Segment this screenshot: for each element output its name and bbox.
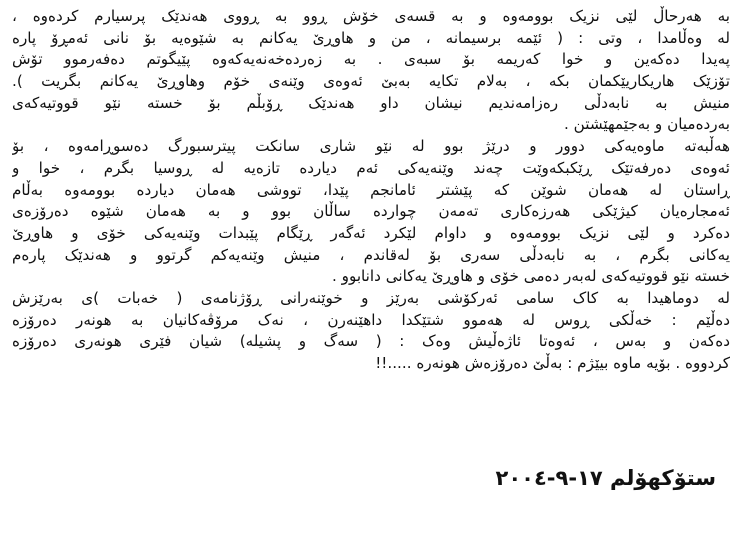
text-line: کردووە . بۆیە ماوە بیێژم : بەڵێ دەرۆزەش هونەرە .....!!	[375, 354, 730, 372]
text-line: بەردەمیان و بەجێمهێشتن .	[564, 115, 730, 134]
text-line: دەکەن و بەس ، ئەوەتا ئاژەڵیش وەک : ( سەگ و پشیلە) شیان فێری هونەری دەرۆزە	[12, 332, 730, 351]
paragraph-1	[12, 6, 730, 136]
text-line: منیش بە نابەدڵی رەزامەندیم نیشان داو هەندێک ڕۆبڵم بۆ خستە نێو قووتیەکەی	[12, 93, 730, 112]
paragraph-2	[12, 136, 730, 288]
text-line: هەڵبەتە ماوەیەکی دوور و درێژ بوو لە نێو شاری سانکت پیترسبورگ دەسوڕامەوە ، بۆ	[12, 137, 730, 156]
text-line: ئەوەی دەرفەتێک ڕێکبکەوێت چەند وێنەیەکی ئەم دیاردە تازەیە لە ڕوسیا بگرم ، خوا و	[12, 158, 730, 177]
text-line: دەڵێم : خەڵکی ڕوس لە هەموو شتێکدا داهێنەرن ، نەک مرۆڤەکانیان بە هونەر دەرۆزە	[12, 310, 730, 329]
place-date-signature: ستۆکهۆلم ١٧-٩-٢٠٠٤	[495, 466, 716, 490]
text-line: یەکانی بگرم ، بە نابەدڵی سەری بۆ لەقاندم ، منیش وێنەیەکم گرتوو و هەندێک پارەم	[12, 245, 730, 264]
text-line: ڕاستان لە هەمان شوێن کە پێشتر ئامانجم پێدا، تووشی هەمان دیاردە بوومەوە بەڵام	[12, 180, 730, 199]
text-line: ئەمجارەیان کیژێکی هەرزەکاری تەمەن چواردە ساڵان بوو و بە هەمان شێوە دەرۆزەی	[12, 202, 730, 221]
text-line: خستە نێو قووتیەکەی لەبەر دەمی خۆی و هاوڕێ یەکانی دانابوو .	[331, 267, 730, 286]
text-line: لە دوماهیدا بە کاک سامی ئەرکۆشی بەرێز و خوێنەرانی ڕۆژنامەی ( خەبات )ی بەرێزش	[12, 288, 730, 307]
paragraph-3	[12, 288, 730, 375]
text-line: دەکرد و لێی نزیک بوومەوە و داوام لێکرد ئەگەر ڕێگام پێبدات وێنەیەکی خۆی و هاوڕێ	[12, 223, 730, 242]
text-line: لە وەڵامدا ، وتی : ( ئێمە برسیمانە ، من و هاوڕێ یەکانم بە شێوەیە بۆ نانی ئەمڕۆ پارە	[12, 28, 730, 47]
text-line: تۆزێک هاریکاریێکمان بکە ، بەلام تکایە بەبێ ئەوەی وێنەی خۆم وهاوڕێ یەکانم بگریت ).	[12, 72, 730, 91]
text-line: پەیدا دەکەین و خوا کەریمە بۆ سبەی . بە زەردەخەنەیەکەوە پێیگوتم دەفەرموو تۆش	[12, 50, 730, 69]
text-line: به هەرحاڵ لێی نزیک بوومەوە و بە قسەی خۆش ڕوو بە ڕووی هەندێک پرسیارم کردەوە ،	[12, 7, 730, 25]
